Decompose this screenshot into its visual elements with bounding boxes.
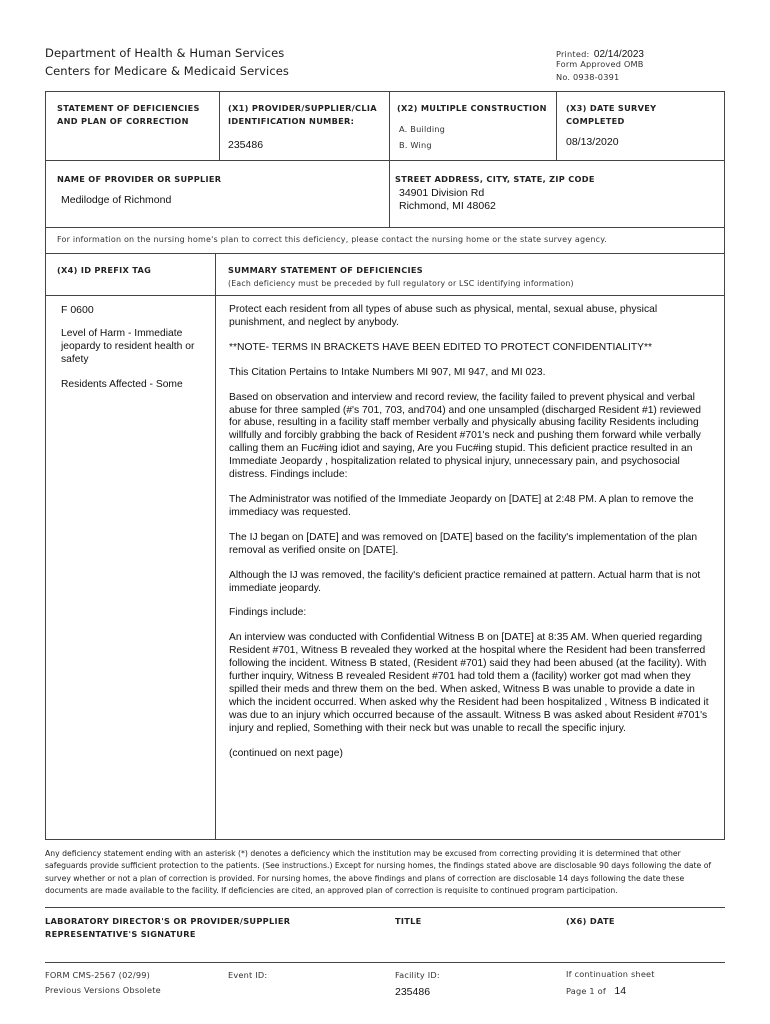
page-label: Page 1 of bbox=[566, 986, 606, 996]
border-right bbox=[724, 91, 725, 840]
previous-versions: Previous Versions Obsolete bbox=[45, 985, 161, 995]
centers-title: Centers for Medicare & Medicaid Services bbox=[45, 64, 290, 78]
x1-label-2: IDENTIFICATION NUMBER: bbox=[228, 116, 355, 126]
page-number bbox=[566, 981, 626, 999]
address-line-2: Richmond, MI 48062 bbox=[399, 200, 496, 212]
summary-paragraph: Protect each resident from all types of abuse such as physical, mental, sexual abuse, physical punishment, and neglect by anybody. bbox=[229, 304, 658, 328]
summary-paragraph: Findings include: bbox=[229, 607, 307, 619]
summary-label: SUMMARY STATEMENT OF DEFICIENCIES bbox=[228, 265, 423, 275]
facility-id: 235486 bbox=[395, 986, 431, 998]
facility-id-label: Facility ID: bbox=[395, 970, 440, 980]
border-bottom bbox=[45, 839, 725, 840]
divider bbox=[45, 160, 725, 161]
date-label: (X6) DATE bbox=[566, 916, 615, 926]
border-top bbox=[45, 91, 725, 92]
omb-number: No. 0938-0391 bbox=[556, 72, 620, 82]
info-line: For information on the nursing home's plan to correct this deficiency, please contact the nursing home or the state survey agency. bbox=[57, 235, 607, 244]
divider bbox=[45, 295, 725, 296]
x2-building: A. Building bbox=[399, 124, 446, 134]
summary-body bbox=[229, 304, 714, 772]
residents-affected: Residents Affected - Some bbox=[61, 379, 183, 390]
divider bbox=[45, 253, 725, 254]
provider-name: Medilodge of Richmond bbox=[61, 194, 172, 206]
provider-id: 235486 bbox=[228, 139, 264, 151]
event-id-label: Event ID: bbox=[228, 970, 268, 980]
divider bbox=[219, 91, 220, 160]
border-left bbox=[45, 91, 46, 840]
summary-sub: (Each deficiency must be preceded by full regulatory or LSC identifying information) bbox=[228, 279, 574, 288]
statement-label-2: AND PLAN OF CORRECTION bbox=[57, 116, 189, 126]
summary-paragraph: An interview was conducted with Confidential Witness B on [DATE] at 8:35 AM. When queried regarding Resident #701, Witness B revealed they worked at the hospital where the Resident had been transferred following the incident. Witness B stated, (Resident #701) said they had been abused (at the facility). With further inquiry, Witness B revealed Resident #701 had told them a (facility) worker got mad when they spilled their meds and threw them on the bed. When asked, Witness B was unable to provide a date in which the incident occurred. When asked why the Resident had been hospitalized , Witness B indicated it was due to an injury which occurred because of the assault. Witness B was asked about Resident #701's injury and replied, Something with their neck but was unable to recall the specific injury. bbox=[229, 632, 709, 734]
printed-date: 02/14/2023 bbox=[593, 49, 644, 60]
summary-paragraph: Although the IJ was removed, the facility's deficient practice remained at pattern. Actual harm that is not immediate jeopardy. bbox=[229, 569, 701, 594]
divider bbox=[215, 253, 216, 840]
summary-paragraph: Based on observation and interview and record review, the facility failed to prevent physical and verbal abuse for three sampled (#'s 701, 703, and704) and one unsampled (discharged Resident #1) reviewed for abuse, resulting in a facility staff member verbally and physically abusing facility Residents including willfully and forcibly grabbing the back of Resident #701's neck and pushing them forward while verbally calling them an Fuc#ing idiot and saying, Are you Fuc#ing stupid. This deficient practice resulted in an Immediate Jeopardy , hospitalization related to physical injury, unnecessary pain, and psychosocial distress. Findings include: bbox=[229, 391, 701, 481]
form-approved: Form Approved OMB bbox=[556, 59, 644, 69]
director-label-1: LABORATORY DIRECTOR'S OR PROVIDER/SUPPLIER bbox=[45, 916, 291, 926]
survey-date: 08/13/2020 bbox=[566, 136, 619, 148]
address-line-1: 34901 Division Rd bbox=[399, 187, 485, 199]
x2-label: (X2) MULTIPLE CONSTRUCTION bbox=[397, 103, 547, 113]
provider-name-label: NAME OF PROVIDER OR SUPPLIER bbox=[57, 174, 222, 184]
harm-level: Level of Harm - Immediate jeopardy to resident health or safety bbox=[61, 328, 195, 365]
divider bbox=[556, 91, 557, 160]
statement-label-1: STATEMENT OF DEFICIENCIES bbox=[57, 103, 200, 113]
printed-label: Printed: bbox=[556, 49, 590, 59]
x4-label: (X4) ID PREFIX TAG bbox=[57, 265, 152, 275]
summary-paragraph: The IJ began on [DATE] and was removed on [DATE] based on the facility's implementation of the plan removal as verified onsite on [DATE]. bbox=[229, 531, 698, 556]
summary-paragraph: **NOTE- TERMS IN BRACKETS HAVE BEEN EDITED TO PROTECT CONFIDENTIALITY** bbox=[229, 341, 653, 353]
page-total: 14 bbox=[614, 985, 627, 997]
summary-paragraph: This Citation Pertains to Intake Numbers MI 907, MI 947, and MI 023. bbox=[229, 366, 546, 378]
disclaimer: Any deficiency statement ending with an asterisk (*) denotes a deficiency which the institution may be excused from correcting providing it is determined that other safeguards provide sufficient protection to the patients. (See instructions.) Except for nursing homes, the findings stated above are disclosable 90 days following the date of survey whether or not a plan of correction is provided. For nursing homes, the above findings and plans of correction are disclosable 14 days following the date these documents are made available to the facility. If deficiencies are cited, an approved plan of correction is requisite to continued program participation. bbox=[45, 849, 712, 895]
divider bbox=[45, 227, 725, 228]
divider bbox=[45, 962, 725, 963]
x3-label-1: (X3) DATE SURVEY bbox=[566, 103, 657, 113]
x3-label-2: COMPLETED bbox=[566, 116, 625, 126]
x2-wing: B. Wing bbox=[399, 140, 432, 150]
tag-code: F 0600 bbox=[61, 304, 94, 316]
x1-label-1: (X1) PROVIDER/SUPPLIER/CLIA bbox=[228, 103, 377, 113]
department-title: Department of Health & Human Services bbox=[45, 46, 285, 60]
divider bbox=[389, 91, 390, 227]
director-label-2: REPRESENTATIVE'S SIGNATURE bbox=[45, 929, 196, 939]
continuation-label: If continuation sheet bbox=[566, 969, 655, 979]
summary-paragraph: The Administrator was notified of the Immediate Jeopardy on [DATE] at 2:48 PM. A plan to remove the immediacy was requested. bbox=[229, 493, 694, 518]
address-label: STREET ADDRESS, CITY, STATE, ZIP CODE bbox=[395, 174, 595, 184]
title-label: TITLE bbox=[395, 916, 422, 926]
form-id: FORM CMS-2567 (02/99) bbox=[45, 970, 151, 980]
divider bbox=[45, 907, 725, 908]
continued-note: (continued on next page) bbox=[229, 747, 343, 759]
